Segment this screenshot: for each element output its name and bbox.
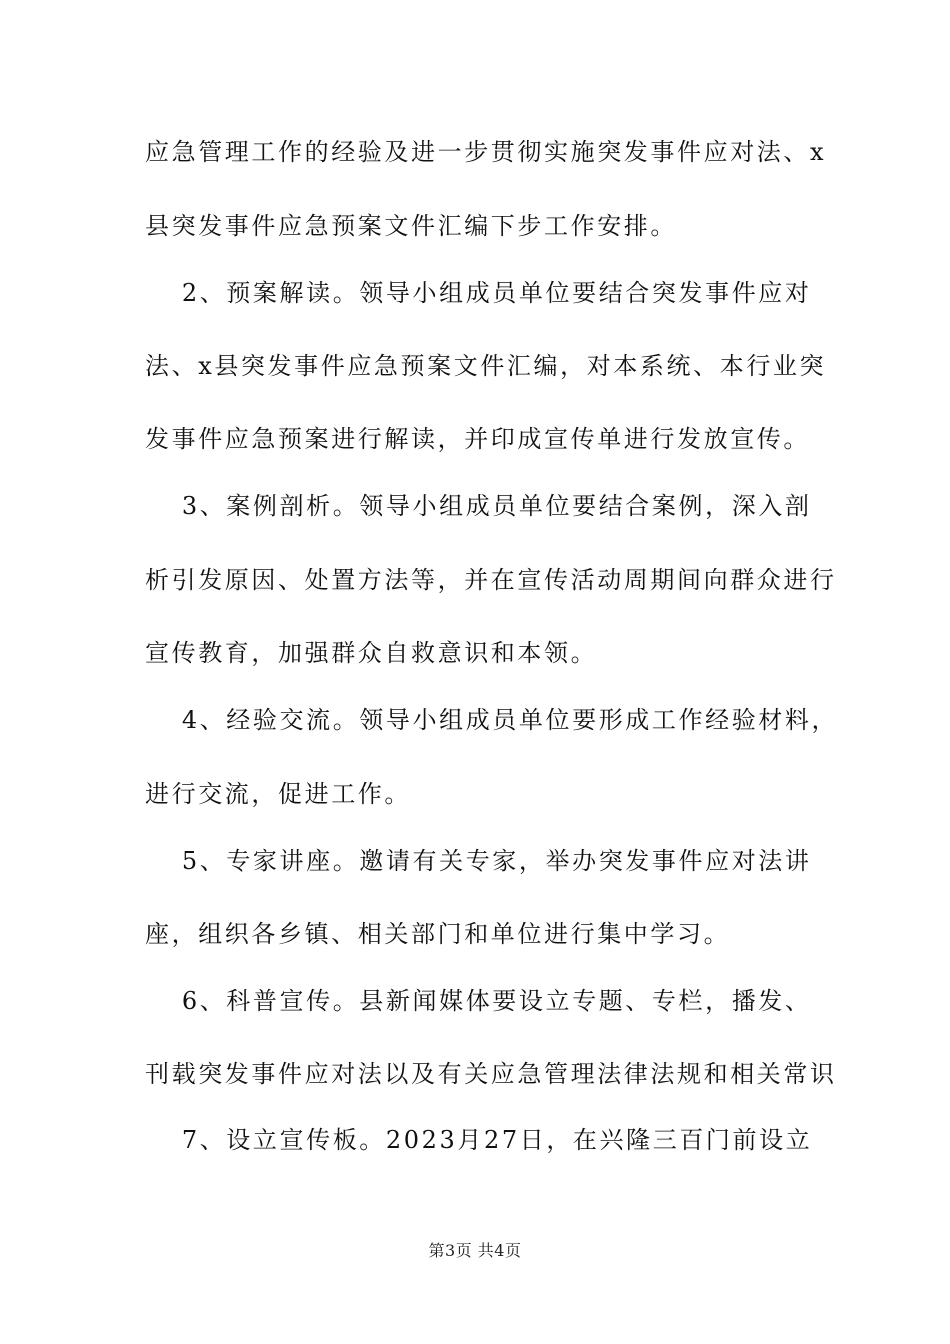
body-text-line: 宣传教育，加强群众自救意识和本领。 [145, 639, 598, 667]
body-text-line: 7、设立宣传板。2023月27日，在兴隆三百门前设立 [145, 1126, 813, 1154]
body-text-line: 座，组织各乡镇、相关部门和单位进行集中学习。 [145, 920, 731, 948]
body-text-line: 5、专家讲座。邀请有关专家，举办突发事件应对法讲 [145, 847, 812, 875]
body-text-line: 发事件应急预案进行解读，并印成宣传单进行发放宣传。 [145, 425, 810, 453]
body-text-line: 进行交流，促进工作。 [145, 780, 411, 808]
body-text-line: 2、预案解读。领导小组成员单位要结合突发事件应对 [145, 279, 812, 307]
page-number-footer: 第3页 共4页 [428, 1241, 522, 1260]
body-text-line: 3、案例剖析。领导小组成员单位要结合案例，深入剖 [145, 492, 812, 520]
body-text-line: 法、x县突发事件应急预案文件汇编，对本系统、本行业突 [145, 352, 827, 380]
body-text-line: 析引发原因、处置方法等，并在宣传活动周期间向群众进行 [145, 566, 837, 594]
body-text-line: 4、经验交流。领导小组成员单位要形成工作经验材料， [145, 706, 839, 734]
body-text-line: 6、科普宣传。县新闻媒体要设立专题、专栏，播发、 [145, 987, 812, 1015]
body-text-line: 县突发事件应急预案文件汇编下步工作安排。 [145, 212, 677, 240]
body-text-line: 应急管理工作的经验及进一步贯彻实施突发事件应对法、x [145, 138, 827, 166]
body-text-line: 刊载突发事件应对法以及有关应急管理法律法规和相关常识 [145, 1060, 837, 1088]
